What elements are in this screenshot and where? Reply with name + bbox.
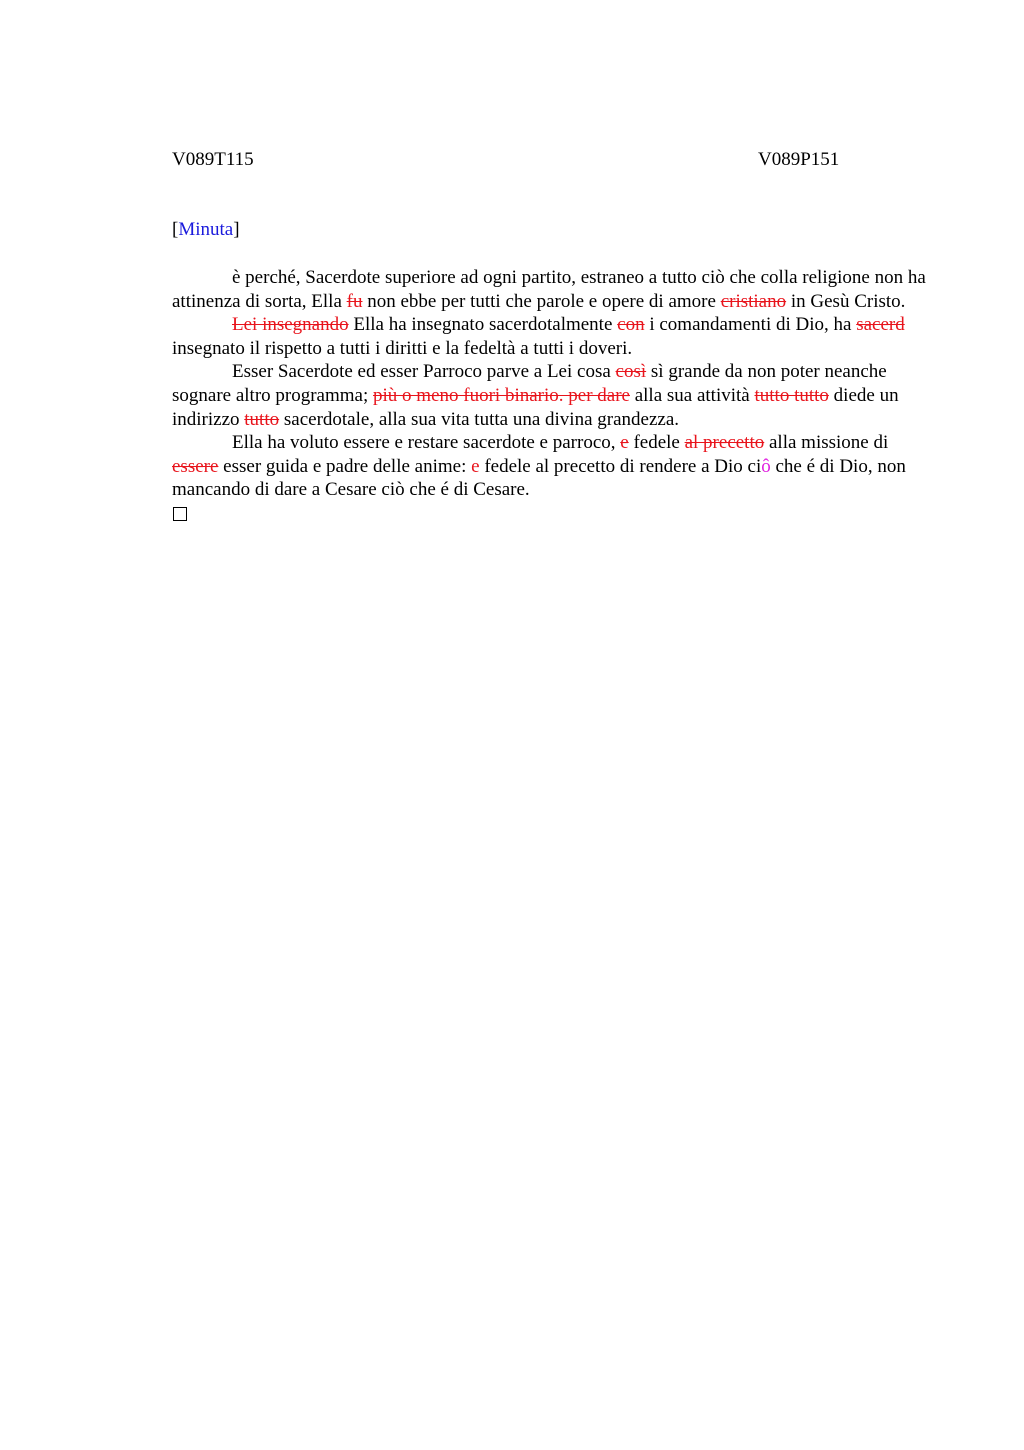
text-segment: sacerdotale, alla sua vita tutta una divina grandezza.	[279, 408, 679, 430]
deleted-text: tutto tutto	[754, 384, 829, 406]
document-header	[172, 148, 928, 172]
deleted-text: tutto	[244, 408, 280, 430]
deleted-text: e	[620, 432, 629, 454]
text-segment: in Gesù Cristo.	[786, 290, 906, 312]
deleted-text: Lei insegnando	[232, 314, 349, 336]
text-segment: insegnato il rispetto a tutti i diritti e la fedeltà a tutti i doveri.	[172, 337, 633, 359]
label-text: Minuta	[178, 219, 234, 240]
end-mark	[172, 502, 928, 528]
text-segment: fedele	[628, 432, 685, 454]
text-segment: Ella ha insegnato sacerdotalmente	[348, 314, 618, 336]
label-bracket-open: [	[172, 219, 179, 240]
paragraph-4	[172, 431, 928, 502]
text-segment: alla missione di	[764, 432, 889, 454]
deleted-text: essere	[172, 455, 219, 477]
text-segment: è perché, Sacerdote superiore ad ogni partito, estraneo a tutto ciò che colla religione non ha attinenza di sorta, Ella	[172, 267, 926, 312]
deleted-text: così	[615, 361, 647, 383]
draft-label	[172, 218, 240, 242]
red-text: e	[471, 455, 480, 477]
text-segment: esser guida e padre delle anime:	[218, 455, 472, 477]
document-code-left: V089T115	[172, 149, 254, 170]
deleted-text: con	[617, 314, 645, 336]
text-segment: sì grande da non poter neanche sognare altro programma;	[172, 361, 887, 406]
text-segment: non ebbe per tutti che parole e opere di amore	[362, 290, 721, 312]
text-segment: alla sua attività	[629, 384, 755, 406]
paragraph-2	[172, 313, 928, 360]
text-segment: diede un indirizzo	[172, 384, 899, 430]
paragraph-3	[172, 360, 928, 431]
text-segment: fedele al precetto di rendere a Dio ci	[479, 455, 762, 477]
label-bracket-close: ]	[233, 219, 240, 240]
deleted-text: cristiano	[720, 290, 787, 312]
deleted-text: fu	[346, 290, 363, 312]
deleted-text: sacerd	[856, 314, 905, 336]
text-segment: che é di Dio, non mancando di dare a Cesare ciò che é di Cesare.	[172, 455, 906, 501]
text-segment: Esser Sacerdote ed esser Parroco parve a Lei cosa	[232, 361, 616, 383]
end-box-icon	[173, 507, 187, 521]
document-code-right: V089P151	[758, 149, 840, 170]
text-segment: Ella ha voluto essere e restare sacerdote e parroco,	[232, 432, 621, 454]
text-segment: i comandamenti di Dio, ha	[644, 314, 857, 336]
deleted-text: al precetto	[684, 432, 765, 454]
deleted-text: più o meno fuori binario. per dare	[373, 384, 630, 406]
corrected-char: ô	[761, 455, 771, 477]
document-body	[172, 266, 928, 528]
paragraph-1	[172, 266, 928, 313]
